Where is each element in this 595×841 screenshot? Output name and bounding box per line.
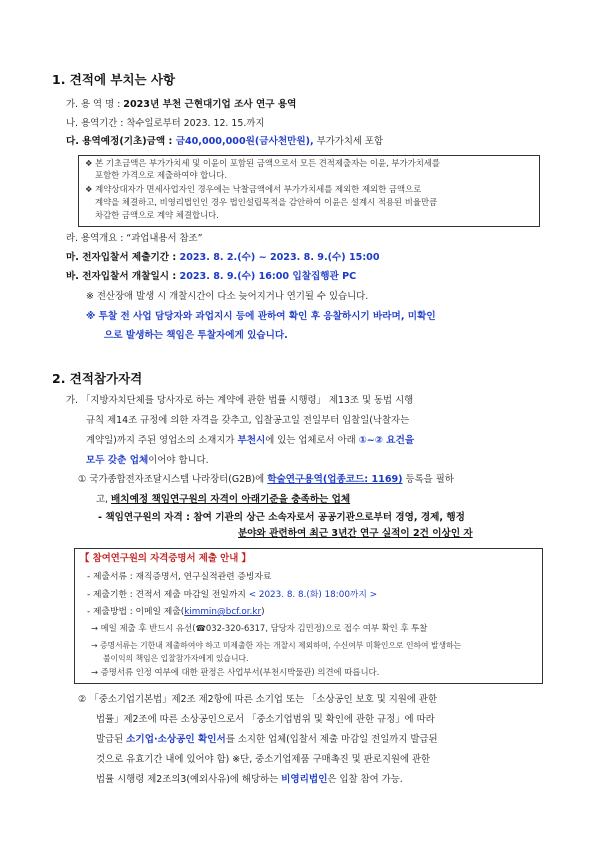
opening-datetime: 2023. 8. 9.(수) 16:00 입찰집행관 PC [179, 271, 357, 282]
item-ra: 라. 용역개요 : “과업내용서 참조” [66, 233, 203, 244]
remark-network: ※ 전산장애 발생 시 개찰시간이 다소 늦어지거나 연기될 수 있습니다. [86, 291, 369, 302]
cond-text: ① 국가종합전자조달시스템 나라장터(G2B)에 [78, 474, 268, 485]
cond-text: 발급된 [96, 734, 127, 745]
requirement-all: 모두 갖춘 업체 [86, 455, 149, 466]
box-row: → 증명서류 인정 여부에 대한 판정은 사업부서(부천시박물관) 의견에 따릅니다. [91, 667, 380, 677]
box-text: - 제출기한 : 견적서 제출 마감일 전일까지 [87, 590, 249, 600]
note-line: 계약을 체결하고, 비영리법인인 경우 법인설립목적을 감안하여 이윤은 설계시 적용된 비율만큼 [95, 197, 438, 207]
remark-check-b: 으로 발생하는 책임은 투찰자에게 있습니다. [104, 330, 288, 341]
email-link[interactable]: kimmin@bcf.or.kr [184, 607, 262, 617]
cond1-line [96, 494, 350, 506]
qual-text: 계약일)까지 주된 영업소의 소재지가 [86, 435, 238, 446]
city-name: 부천시 [237, 435, 266, 446]
qual-line [86, 435, 414, 447]
section1-title: 1. 견적에 부치는 사항 [52, 72, 176, 87]
cond2-line: 법률」제2조에 따른 소상공인으로서 「중소기업범위 및 확인에 관한 규정」에 따라 [96, 714, 435, 725]
budget-label: 다. 용역예정(기초)금액 : [66, 136, 176, 147]
budget-notice-box [78, 155, 540, 227]
cond2-line [96, 774, 403, 786]
note-line: ❖ 계약상대자가 면세사업자인 경우에는 낙찰금액에서 부가가치세를 제외한 제외한 금액으로 [85, 184, 422, 194]
box-text: ) [261, 607, 265, 617]
certificate-notice-box [74, 548, 543, 684]
box-row [87, 589, 377, 601]
box-row: 불이익의 책임은 입찰참가자에게 있습니다. [103, 654, 249, 663]
nonprofit: 비영리법인 [281, 774, 328, 785]
service-name-label: 가. 용 역 명 : [66, 99, 124, 110]
box-text: - 제출방법 : 이메일 제출( [87, 607, 185, 617]
submission-period-label: 마. 전자입찰서 제출기간 : [66, 252, 180, 263]
box-row [87, 606, 265, 618]
box-row: - 제출서류 : 재직증명서, 연구실적관련 증빙자료 [87, 572, 272, 582]
cond1-line [78, 474, 454, 486]
requirement-ref: ①~② 요건을 [358, 435, 415, 446]
researcher-qualification: - 책임연구원의 자격 : 참여 기관의 상근 소속자로서 공공기관으로부터 경영, 경제, 행정 [98, 512, 465, 523]
box-row: → 메일 제출 후 반드시 유선(☎032-320-6317, 담당자 김민정)으로 접수 여부 확인 후 투찰 [91, 623, 428, 633]
budget-amount: 금40,000,000원(금사천만원), [175, 136, 314, 147]
box-row: → 증명서류는 기한내 제출하여야 하고 미제출한 자는 개찰시 제외하며, 수신여부 미확인으로 인하여 발생하는 [91, 641, 462, 650]
qual-line: 가. 「지방자치단체를 당사자로 하는 계약에 관한 법률 시행령」 제13조 및 동법 시행 [66, 395, 414, 406]
qual-text: 에 있는 업체로서 아래 [265, 435, 359, 446]
item-da [66, 136, 383, 148]
cond-text: 등록을 필하 [402, 474, 454, 485]
cond-text: 를 소지한 업체(입찰서 제출 마감일 전일까지 발급된 [225, 734, 438, 745]
section2-title: 2. 견적참가자격 [52, 371, 143, 386]
item-ba [66, 271, 356, 283]
researcher-requirement: 배치예정 책임연구원의 자격이 아래기준을 충족하는 업체 [111, 494, 351, 505]
note-line: ❖ 본 기초금액은 부가가치세 및 이윤이 포함된 금액으로서 모든 견적제출자는 이윤, 부가가치세를 [85, 158, 440, 168]
qual-line: 규칙 제14조 규정에 의한 자격을 갖추고, 입찰공고일 전일부터 입찰일(낙찰자는 [86, 415, 410, 426]
submission-period: 2023. 8. 2.(수) ~ 2023. 8. 9.(수) 15:00 [179, 252, 380, 263]
qual-line [86, 455, 209, 467]
cond-text: 법률 시행령 제2조의3(예외사유)에 해당하는 [96, 774, 282, 785]
box-title: 【 참여연구원의 자격증명서 제출 안내 】 [80, 553, 251, 564]
note-line: 포함한 가격으로 제출하여야 합니다. [95, 170, 228, 180]
budget-suffix: 부가가치세 포함 [313, 136, 384, 147]
industry-code: 학술연구용역(업종코드: 1169) [267, 474, 403, 485]
researcher-qualification-cont: 분야와 관련하여 최근 3년간 연구 실적이 2건 이상인 자 [238, 528, 473, 539]
qual-text: 이어야 합니다. [148, 455, 209, 466]
item-ma [66, 252, 380, 264]
cond2-line: 것으로 유효기간 내에 있어야 함) ※단, 중소기업제품 구매촉진 및 판로지원에 관한 [96, 754, 431, 765]
note-line: 차감한 금액으로 계약 체결합니다. [95, 210, 219, 220]
item-na: 나. 용역기간 : 착수일로부터 2023. 12. 15.까지 [66, 118, 265, 129]
opening-datetime-label: 바. 전자입찰서 개찰일시 : [66, 271, 180, 282]
cond-text: 고, [96, 494, 112, 505]
cond2-line [96, 734, 438, 746]
cond2-line: ② 「중소기업기본법」제2조 제2항에 따른 소기업 또는 「소상공인 보호 및 지원에 관한 [78, 694, 438, 705]
deadline: < 2023. 8. 8.(화) 18:00까지 > [248, 590, 378, 600]
service-name: 2023년 부천 근현대기업 조사 연구 용역 [123, 99, 297, 110]
item-ga [66, 99, 296, 111]
remark-check-a: ※ 투찰 전 사업 담당자와 과업지시 등에 관하여 확인 후 응찰하시기 바라며, 미확인 [86, 311, 436, 322]
certificate-name: 소기업·소상공인 확인서 [126, 734, 226, 745]
cond-text: 은 입찰 참여 가능. [327, 774, 403, 785]
